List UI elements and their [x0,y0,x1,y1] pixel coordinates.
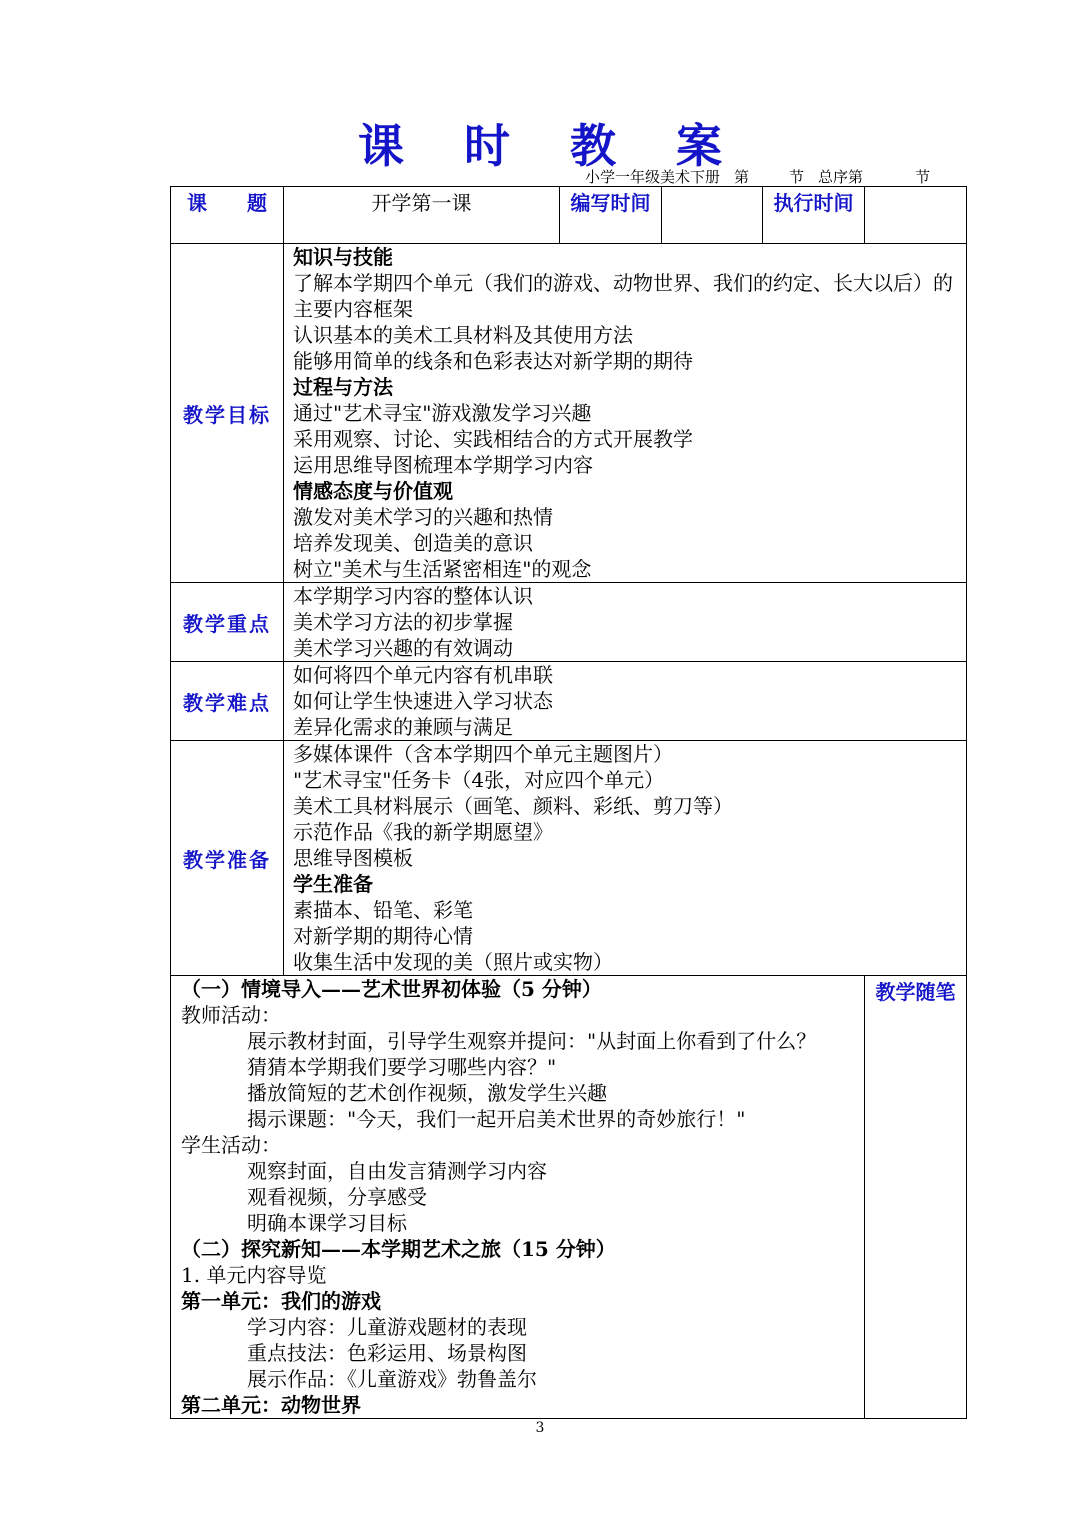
grade-text: 小学一年级美术下册 [585,168,721,186]
process-row [171,976,967,1419]
list-item: 对新学期的期待心情 [293,924,473,948]
title-char: 时 [464,119,510,173]
list-item: 观察封面，自由发言猜测学习内容 [247,1159,547,1183]
preparation-content [284,741,967,976]
page-number: 3 [535,1420,545,1436]
difficulties-content [284,662,967,741]
list-item: 素描本、铅笔、彩笔 [293,898,473,922]
list-item: 树立"美术与生活紧密相连"的观念 [293,557,592,581]
list-item: 如何让学生快速进入学习状态 [293,689,553,713]
student-label: 学生活动： [181,1133,281,1157]
list-item: 运用思维导图梳理本学期学习内容 [293,453,593,477]
exec-time-label: 执行时间 [763,187,865,244]
list-item: 观看视频，分享感受 [247,1185,427,1209]
list-item: 了解本学期四个单元（我们的游戏、动物世界、我们的约定、长大以后）的主要内容框架 [293,271,953,321]
total-suffix: 节 [915,168,931,186]
objectives-row [171,244,967,583]
key-points-row [171,583,967,662]
list-item: "艺术寻宝"任务卡（4张，对应四个单元） [293,768,665,792]
write-time-label: 编写时间 [560,187,662,244]
list-item: 明确本课学习目标 [247,1211,407,1235]
list-item: 培养发现美、创造美的意识 [293,531,533,555]
list-item: 展示作品：《儿童游戏》勃鲁盖尔 [247,1367,537,1391]
list-item: 通过"艺术寻宝"游戏激发学习兴趣 [293,401,592,425]
lesson-subheader [585,166,930,187]
sub-heading: 1. 单元内容导览 [181,1263,327,1287]
unit-title: 第一单元：我们的游戏 [181,1289,381,1313]
list-item: 示范作品《我的新学期愿望》 [293,820,553,844]
list-item: 差异化需求的兼顾与满足 [293,715,513,739]
list-item: 本学期学习内容的整体认识 [293,584,533,608]
list-item: 揭示课题："今天，我们一起开启美术世界的奇妙旅行！" [247,1107,746,1131]
objectives-label: 教学目标 [171,244,284,583]
section-suffix: 节 [789,168,805,186]
difficulties-row [171,662,967,741]
list-item: 美术学习方法的初步掌握 [293,610,513,634]
lesson-plan-table [170,186,967,1419]
write-time-value [662,187,763,244]
title-char: 案 [676,119,722,173]
topic-value: 开学第一课 [284,187,560,244]
list-item: 播放简短的艺术创作视频，激发学生兴趣 [247,1081,607,1105]
list-item: 美术学习兴趣的有效调动 [293,636,513,660]
exec-time-value [865,187,967,244]
topic-label: 课 题 [171,187,284,244]
list-item: 激发对美术学习的兴趣和热情 [293,505,553,529]
list-item: 学习内容：儿童游戏题材的表现 [247,1315,527,1339]
preparation-label: 教学准备 [171,741,284,976]
process-content [171,976,865,1419]
title-char: 课 [358,119,404,173]
list-item: 美术工具材料展示（画笔、颜料、彩纸、剪刀等） [293,794,733,818]
section-heading: 情感态度与价值观 [293,479,453,503]
section-prefix: 第 [734,168,750,186]
list-item: 思维导图模板 [293,846,413,870]
part-heading: （一）情境导入——艺术世界初体验（5 分钟） [181,977,602,1001]
list-item: 展示教材封面，引导学生观察并提问："从封面上你看到了什么？ [247,1029,817,1053]
key-points-content [284,583,967,662]
section-heading: 知识与技能 [293,245,393,269]
list-item: 采用观察、讨论、实践相结合的方式开展教学 [293,427,693,451]
key-points-label: 教学重点 [171,583,284,662]
total-prefix: 总序第 [818,168,864,186]
list-item: 收集生活中发现的美（照片或实物） [293,950,613,974]
list-item: 猜猜本学期我们要学习哪些内容？" [247,1055,557,1079]
title-char: 教 [570,119,616,173]
difficulties-label: 教学难点 [171,662,284,741]
teacher-label: 教师活动： [181,1003,281,1027]
list-item: 认识基本的美术工具材料及其使用方法 [293,323,633,347]
section-heading: 学生准备 [293,872,373,896]
preparation-row [171,741,967,976]
objectives-content [284,244,967,583]
part-heading: （二）探究新知——本学期艺术之旅（15 分钟） [181,1237,616,1261]
list-item: 多媒体课件（含本学期四个单元主题图片） [293,742,673,766]
header-row [171,187,967,244]
section-heading: 过程与方法 [293,375,393,399]
list-item: 如何将四个单元内容有机串联 [293,663,553,687]
list-item: 能够用简单的线条和色彩表达对新学期的期待 [293,349,693,373]
unit-title: 第二单元：动物世界 [181,1393,361,1417]
list-item: 重点技法：色彩运用、场景构图 [247,1341,527,1365]
notes-label: 教学随笔 [865,976,967,1419]
